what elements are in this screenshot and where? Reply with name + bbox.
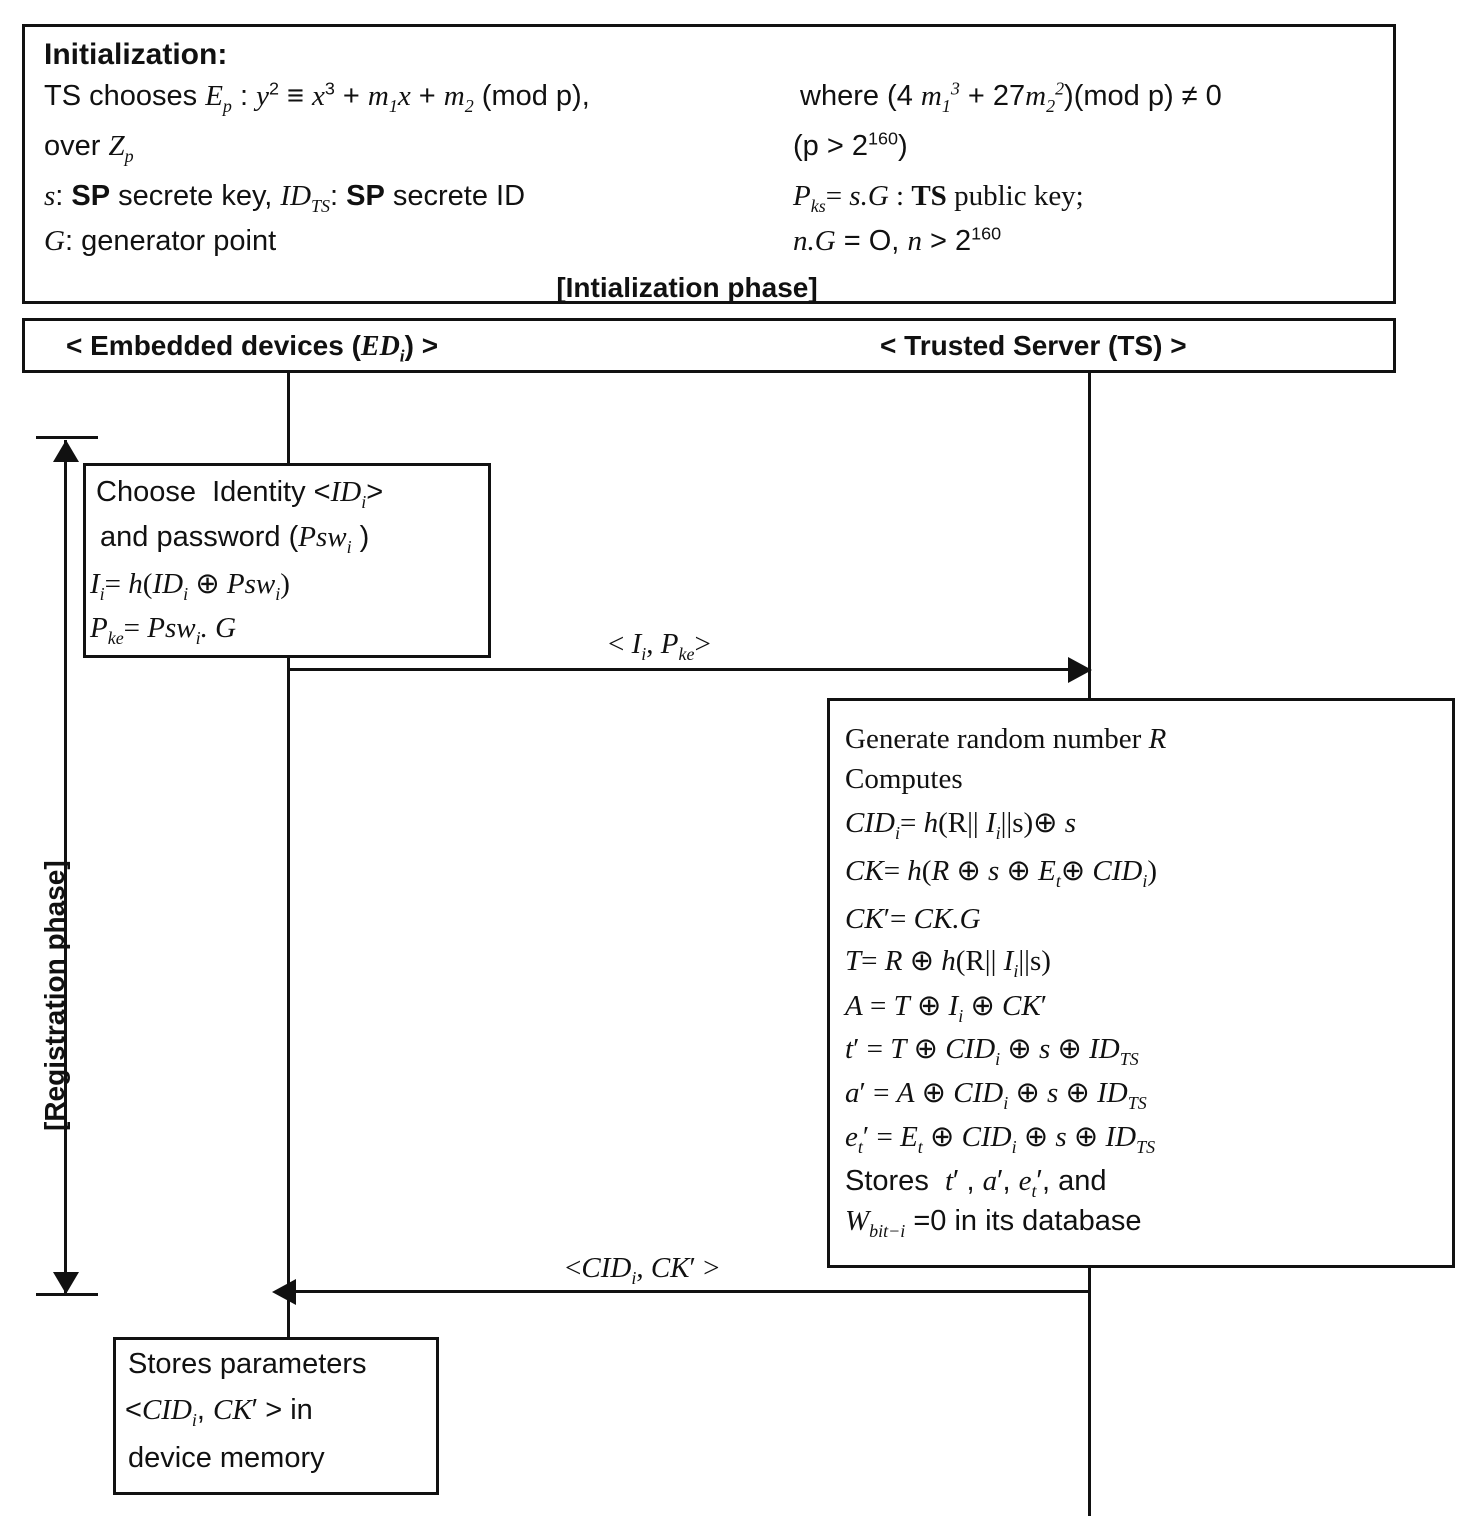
message-1-arrow-line	[287, 668, 1075, 671]
initialization-line-1: TS chooses $E_p$ : $y^2 \equiv x^3 + m_1x + m_2$ (mod p),	[44, 78, 590, 116]
stores-box-line-1: Stores parameters	[128, 1348, 367, 1380]
lifeline-embedded-device-upper	[287, 373, 290, 473]
server-box-line-4: CK= h(R ⊕ s ⊕ $E_t\oplus$ $CID_i$)	[845, 855, 1158, 891]
server-box-line-12: $W_{bit-i} =0$ in its database	[845, 1205, 1142, 1241]
message-1-arrowhead-icon	[1068, 657, 1092, 683]
initialization-line-2: over $Z_p$	[44, 130, 134, 166]
lifeline-trusted-server-lower	[1088, 1266, 1091, 1516]
message-1-label: < $I_i$, $P_{ke}>$	[608, 628, 711, 664]
initialization-line-3: s: SP secrete key, $ID_{TS}$: SP secrete ID	[44, 180, 526, 216]
initialization-phase-label: [Intialization phase]	[556, 272, 818, 303]
message-2-arrow-line	[295, 1290, 1089, 1293]
registration-phase-label: [Registration phase]	[39, 860, 70, 1131]
initialization-line-1-right: where (4 $m_1^3 + 27m_2^2)(mod$ p) ≠ 0	[800, 78, 1222, 116]
initialization-box	[22, 24, 1396, 304]
lifeline-trusted-server-upper	[1088, 373, 1091, 701]
choose-box-line-3: $I_i= h(ID_i$ ⊕ Psw$_i$)	[90, 568, 290, 604]
initialization-line-3-right: $P_{ks}= s.G$ : TS public key;	[793, 180, 1084, 216]
actor-trusted-server: < Trusted Server (TS) >	[880, 330, 1187, 361]
server-box-line-11: Stores t′ , a′, $e_t'$, and	[845, 1165, 1107, 1201]
initialization-line-4: G: generator point	[44, 225, 277, 257]
initialization-line-4-right: n.G = O, $n > 2^{160}$	[793, 223, 1002, 257]
registration-bracket-up-arrow-icon	[53, 440, 79, 462]
message-2-arrowhead-icon	[272, 1279, 296, 1305]
registration-bracket-top-cap	[36, 436, 98, 439]
choose-box-line-4: $P_{ke}= Psw_i$. G	[90, 612, 237, 648]
message-2-label: $<CID_i$, CK′ >	[565, 1252, 720, 1288]
lifeline-embedded-device-lower	[287, 655, 290, 1345]
server-box-line-3: $CID_i= h(R||$ $I_i||s)\oplus$ s	[845, 807, 1077, 843]
stores-box-line-3: device memory	[128, 1442, 325, 1474]
choose-box-line-1: Choose Identity $<ID_i>$	[96, 476, 384, 512]
server-box-line-10: $e_t' = E_t$ ⊕ $CID_i$ ⊕ s ⊕ $ID_{TS}$	[845, 1121, 1156, 1157]
initialization-heading: Initialization:	[44, 38, 228, 71]
stores-box-line-2: $<CID_i$, CK′ > in	[125, 1394, 313, 1430]
server-box-line-7: A = T ⊕ $I_i$ ⊕ CK′	[845, 990, 1048, 1026]
actor-embedded-devices: < Embedded devices $(ED_i)$ >	[66, 330, 439, 366]
choose-box-line-2: and password (Psw$_i$ )	[100, 521, 370, 557]
server-box-line-5: CK′= CK.G	[845, 903, 981, 935]
server-box-line-8: t′ = T ⊕ $CID_i$ ⊕ s ⊕ $ID_{TS}$	[845, 1033, 1139, 1069]
server-box-line-2: Computes	[845, 763, 963, 795]
initialization-line-2-right: $(p > 2^{160})$	[793, 128, 908, 162]
registration-bracket-down-arrow-icon	[53, 1272, 79, 1294]
server-box-line-6: T= R ⊕ h(R|| $I_i||s$)	[845, 945, 1051, 981]
server-box-line-9: a′ = A ⊕ $CID_i$ ⊕ s ⊕ $ID_{TS}$	[845, 1077, 1147, 1113]
server-box-line-1: Generate random number R	[845, 723, 1167, 755]
